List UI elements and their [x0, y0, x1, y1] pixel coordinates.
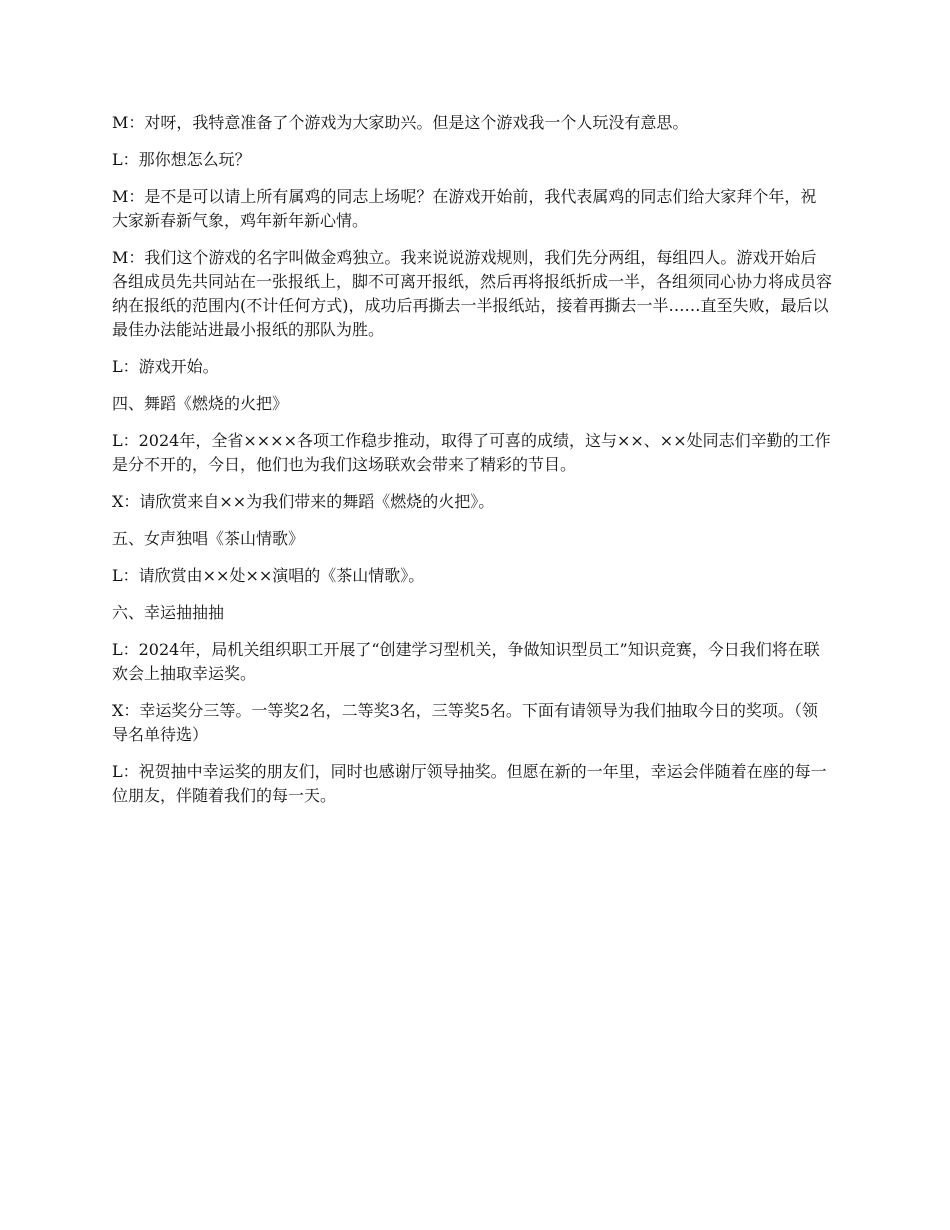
section-heading: 六、幸运抽抽抽 [112, 603, 225, 622]
dialogue-line: L：那你想怎么玩？ [112, 150, 251, 169]
dialogue-line: L：2024年，全省××××各项工作稳步推动，取得了可喜的成绩，这与××、××处同志们辛勤的工作是分不开的，今日，他们也为我们这场联欢会带来了精彩的节目。 [112, 431, 831, 474]
dialogue-line: L：请欣赏由××处××演唱的《茶山情歌》。 [112, 566, 425, 585]
dialogue-line: X：幸运奖分三等。一等奖2名，二等奖3名，三等奖5名。下面有请领导为我们抽取今日的奖项。（领导名单待选） [112, 701, 818, 744]
dialogue-line: M：对呀，我特意准备了个游戏为大家助兴。但是这个游戏我一个人玩没有意思。 [112, 113, 689, 132]
section-heading: 五、女声独唱《茶山情歌》 [112, 529, 305, 548]
dialogue-line: L：游戏开始。 [112, 357, 219, 376]
dialogue-line: X：请欣赏来自××为我们带来的舞蹈《燃烧的火把》。 [112, 492, 495, 511]
section-heading: 四、舞蹈《燃烧的火把》 [112, 394, 289, 413]
dialogue-line: L：2024年，局机关组织职工开展了“创建学习型机关，争做知识型员工”知识竞赛，今日我们将在联欢会上抽取幸运奖。 [112, 640, 820, 683]
dialogue-line: L：祝贺抽中幸运奖的朋友们，同时也感谢厅领导抽奖。但愿在新的一年里，幸运会伴随着在座的每一位朋友，伴随着我们的每一天。 [112, 762, 827, 805]
dialogue-line: M：是不是可以请上所有属鸡的同志上场呢？在游戏开始前，我代表属鸡的同志们给大家拜个年，祝大家新春新气象，鸡年新年新心情。 [112, 187, 817, 230]
dialogue-line: M：我们这个游戏的名字叫做金鸡独立。我来说说游戏规则，我们先分两组，每组四人。游戏开始后各组成员先共同站在一张报纸上，脚不可离开报纸，然后再将报纸折成一半，各组须同心协力将成员容纳在报纸的范围内(不计任何方式)，成功后再撕去一半报纸站，接着再撕去一半……直至失败，最后以最佳办法能站进最小报纸的那队为胜。 [112, 248, 833, 339]
